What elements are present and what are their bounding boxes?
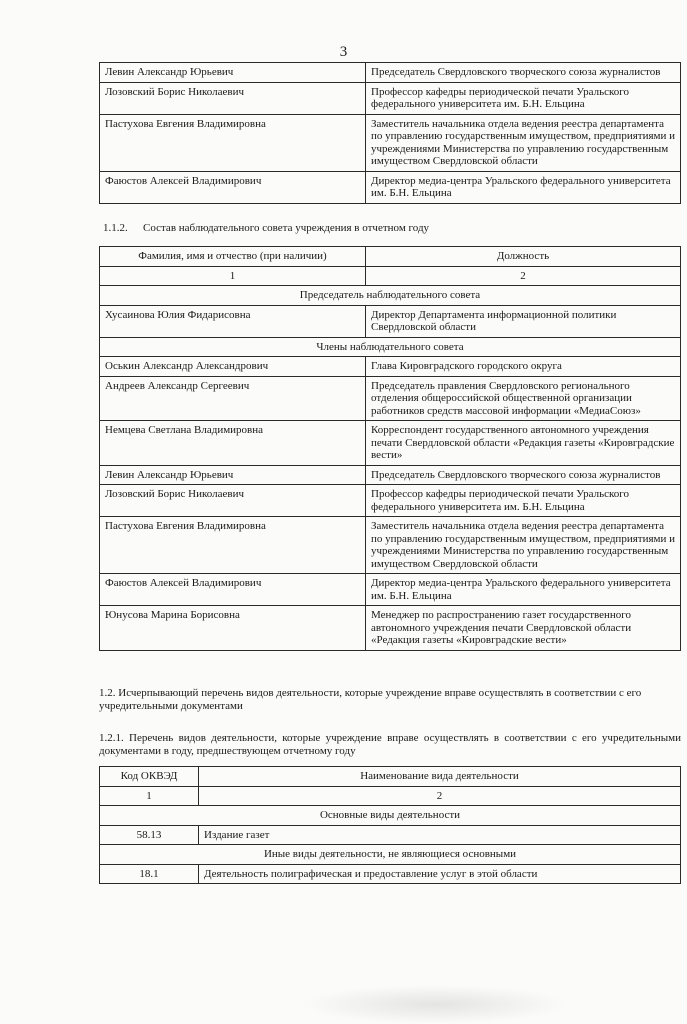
header-name: Фамилия, имя и отчество (при наличии) — [100, 247, 366, 267]
member-position: Заместитель начальника отдела ведения реестра департамента по управлению государственным имуществом, предприятиями и учреждениями Министерства по управлению государственным имуществом Свердловской области — [366, 517, 681, 574]
chair-group-title: Председатель наблюдательного совета — [100, 286, 681, 306]
section-text: Перечень видов деятельности, которые учреждение вправе осуществлять в соответствии с его учредительными документами в году, предшествующем отчетному году — [99, 732, 682, 757]
table-row — [100, 465, 681, 485]
column-number: 2 — [199, 786, 681, 806]
table-row — [100, 376, 681, 421]
table-row — [100, 114, 681, 171]
table-row — [100, 864, 681, 884]
section-paragraph-1-2-1 — [99, 732, 681, 758]
table-row — [100, 485, 681, 517]
table-row — [100, 171, 681, 203]
main-activities-title: Основные виды деятельности — [100, 806, 681, 826]
member-position: Директор Департамента информационной политики Свердловской области — [366, 305, 681, 337]
member-name: Левин Александр Юрьевич — [100, 465, 366, 485]
member-name: Левин Александр Юрьевич — [100, 63, 366, 83]
member-position: Профессор кафедры периодической печати Уральского федерального университета им. Б.Н. Ельцина — [366, 485, 681, 517]
group-row — [100, 337, 681, 357]
section-number: 1.2.1. — [99, 732, 124, 744]
supervisory-board-table — [99, 246, 681, 651]
table-row — [100, 517, 681, 574]
column-number-row — [100, 786, 681, 806]
member-position: Профессор кафедры периодической печати Уральского федерального университета им. Б.Н. Ельцина — [366, 82, 681, 114]
table-row — [100, 357, 681, 377]
section-paragraph-1-2 — [99, 687, 681, 713]
activity-name: Деятельность полиграфическая и предоставление услуг в этой области — [199, 864, 681, 884]
member-position: Директор медиа-центра Уральского федерального университета им. Б.Н. Ельцина — [366, 171, 681, 203]
header-okved-code: Код ОКВЭД — [100, 767, 199, 787]
table-header-row — [100, 767, 681, 787]
table-row — [100, 63, 681, 83]
member-name: Хусаинова Юлия Фидарисовна — [100, 305, 366, 337]
table-row — [100, 606, 681, 651]
activity-name: Издание газет — [199, 825, 681, 845]
section-number: 1.1.2. — [103, 222, 128, 234]
section-title: Состав наблюдательного совета учреждения в отчетном году — [143, 222, 430, 234]
member-position: Директор медиа-центра Уральского федерального университета им. Б.Н. Ельцина — [366, 574, 681, 606]
member-position: Заместитель начальника отдела ведения реестра департамента по управлению государственным имуществом, предприятиями и учреждениями Министерства по управлению государственным имуществом Свердловской области — [366, 114, 681, 171]
table-row — [100, 421, 681, 466]
column-number: 1 — [100, 786, 199, 806]
member-position: Председатель Свердловского творческого союза журналистов — [366, 63, 681, 83]
member-name: Юнусова Марина Борисовна — [100, 606, 366, 651]
member-name: Фаюстов Алексей Владимирович — [100, 574, 366, 606]
table-row — [100, 82, 681, 114]
member-name: Андреев Александр Сергеевич — [100, 376, 366, 421]
section-heading-1-1-2 — [103, 222, 429, 235]
board-members-table-continued — [99, 62, 681, 204]
group-row — [100, 845, 681, 865]
column-number: 2 — [366, 266, 681, 286]
member-name: Лозовский Борис Николаевич — [100, 82, 366, 114]
column-number-row — [100, 266, 681, 286]
member-position: Глава Кировградского городского округа — [366, 357, 681, 377]
table-row — [100, 825, 681, 845]
member-position: Председатель Свердловского творческого союза журналистов — [366, 465, 681, 485]
table-row — [100, 574, 681, 606]
column-number: 1 — [100, 266, 366, 286]
okved-code: 18.1 — [100, 864, 199, 884]
member-position: Корреспондент государственного автономного учреждения печати Свердловской области «Редакция газеты «Кировградские вести» — [366, 421, 681, 466]
member-name: Лозовский Борис Николаевич — [100, 485, 366, 517]
table-row — [100, 305, 681, 337]
activities-table — [99, 766, 681, 884]
okved-code: 58.13 — [100, 825, 199, 845]
table-header-row — [100, 247, 681, 267]
members-group-title: Члены наблюдательного совета — [100, 337, 681, 357]
member-name: Фаюстов Алексей Владимирович — [100, 171, 366, 203]
group-row — [100, 286, 681, 306]
section-number: 1.2. — [99, 687, 116, 699]
header-position: Должность — [366, 247, 681, 267]
member-name: Немцева Светлана Владимировна — [100, 421, 366, 466]
scan-smudge — [300, 985, 570, 1024]
member-position: Менеджер по распространению газет государственного автономного учреждения печати Свердловской области «Редакция газеты «Кировградские вести» — [366, 606, 681, 651]
member-name: Пастухова Евгения Владимировна — [100, 114, 366, 171]
member-name: Пастухова Евгения Владимировна — [100, 517, 366, 574]
header-activity-name: Наименование вида деятельности — [199, 767, 681, 787]
member-position: Председатель правления Свердловского регионального отделения общероссийской общественной организации работников средств массовой информации «МедиаСоюз» — [366, 376, 681, 421]
group-row — [100, 806, 681, 826]
member-name: Оськин Александр Александрович — [100, 357, 366, 377]
other-activities-title: Иные виды деятельности, не являющиеся основными — [100, 845, 681, 865]
page-number: 3 — [339, 44, 348, 60]
section-text: Исчерпывающий перечень видов деятельности, которые учреждение вправе осуществлять в соответствии с его учредительными документами — [99, 687, 642, 712]
